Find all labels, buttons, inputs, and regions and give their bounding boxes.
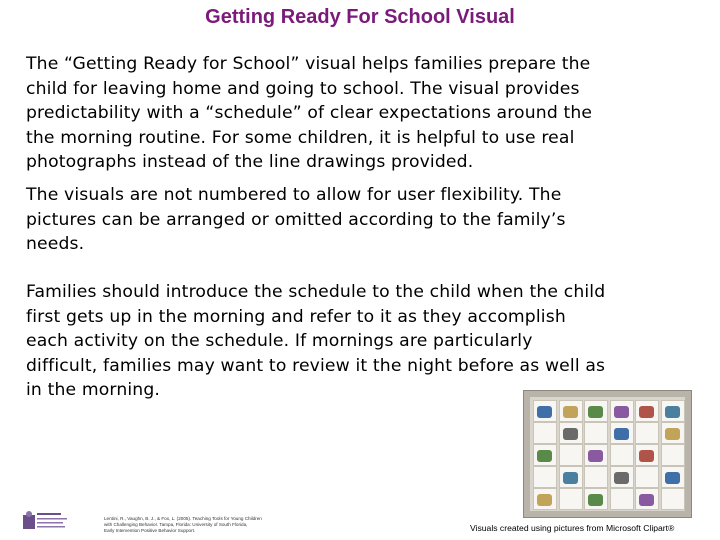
clipart-picture (537, 406, 552, 418)
paragraph-line: each activity on the schedule. If mornings are particularly (26, 331, 533, 352)
clipart-picture (537, 450, 552, 462)
schedule-card (584, 400, 608, 422)
schedule-card (559, 488, 583, 510)
schedule-card (635, 422, 659, 444)
clipart-picture (639, 406, 654, 418)
schedule-card (635, 466, 659, 488)
paragraph-line: the morning routine. For some children, it is helpful to use real (26, 127, 575, 148)
schedule-card (635, 400, 659, 422)
schedule-card (584, 444, 608, 466)
clipart-picture (639, 450, 654, 462)
schedule-card (661, 422, 685, 444)
paragraph-line: photographs instead of the line drawings provided. (26, 152, 474, 173)
paragraph-line: The visuals are not numbered to allow for user flexibility. The (26, 185, 562, 205)
citation (104, 516, 334, 535)
flexibility-paragraph (26, 183, 698, 257)
paragraph-line: Families should introduce the schedule to the child when the child (26, 282, 606, 302)
schedule-card (610, 400, 634, 422)
clipart-picture (563, 406, 578, 418)
paragraph-line: needs. (26, 234, 85, 255)
clipart-picture (614, 428, 629, 440)
schedule-card (661, 488, 685, 510)
paragraph-line: in the morning. (26, 380, 161, 401)
clipart-picture (588, 406, 603, 418)
paragraph-line: difficult, families may want to review it the night before as well as (26, 355, 606, 376)
clipart-picture (639, 494, 654, 506)
schedule-card (533, 422, 557, 444)
schedule-card (559, 444, 583, 466)
clipart-picture (563, 428, 578, 440)
schedule-card (610, 488, 634, 510)
page-title: Getting Ready For School Visual (205, 6, 515, 28)
clipart-picture (665, 472, 680, 484)
schedule-card (661, 400, 685, 422)
schedule-card (584, 422, 608, 444)
clipart-picture (537, 494, 552, 506)
schedule-card (584, 488, 608, 510)
paragraph-line: predictability with a “schedule” of clear expectations around the (26, 103, 593, 124)
schedule-card (584, 466, 608, 488)
schedule-card (533, 488, 557, 510)
schedule-card (533, 466, 557, 488)
schedule-card (635, 488, 659, 510)
schedule-card (610, 444, 634, 466)
citation-line: Lentini, R., Vaughn, B. J., & Fox, L. (2005). Teaching Tools for Young Children (104, 516, 262, 521)
clipart-credit: Visuals created using pictures from Microsoft Clipart® (470, 523, 675, 533)
clipart-picture (665, 428, 680, 440)
paragraph-line: pictures can be arranged or omitted according to the family’s (26, 209, 566, 230)
paragraph-line: first gets up in the morning and refer to it as they accomplish (26, 306, 566, 327)
clipart-picture (665, 406, 680, 418)
citation-line: with Challenging Behavior. Tampa, Florida: University of South Florida, (104, 522, 248, 528)
schedule-board-photo (523, 390, 692, 518)
schedule-card (661, 466, 685, 488)
schedule-card (559, 466, 583, 488)
schedule-card (559, 400, 583, 422)
schedule-card (635, 444, 659, 466)
schedule-card (533, 400, 557, 422)
schedule-card (610, 466, 634, 488)
schedule-card (610, 422, 634, 444)
schedule-card (661, 444, 685, 466)
clipart-picture (614, 406, 629, 418)
clipart-picture (614, 472, 629, 484)
schedule-card (559, 422, 583, 444)
paragraph-line: child for leaving home and going to school. The visual provides (26, 78, 580, 99)
introduce-schedule-paragraph (26, 280, 698, 403)
intro-paragraph (26, 52, 698, 175)
clipart-picture (563, 472, 578, 484)
organization-logo (22, 509, 92, 533)
schedule-card (533, 444, 557, 466)
schedule-board (530, 397, 685, 511)
citation-line: Early Intervention Positive Behavior Support. (104, 528, 196, 534)
clipart-picture (588, 450, 603, 462)
clipart-picture (588, 494, 603, 506)
paragraph-line: The “Getting Ready for School” visual helps families prepare the (26, 54, 591, 74)
